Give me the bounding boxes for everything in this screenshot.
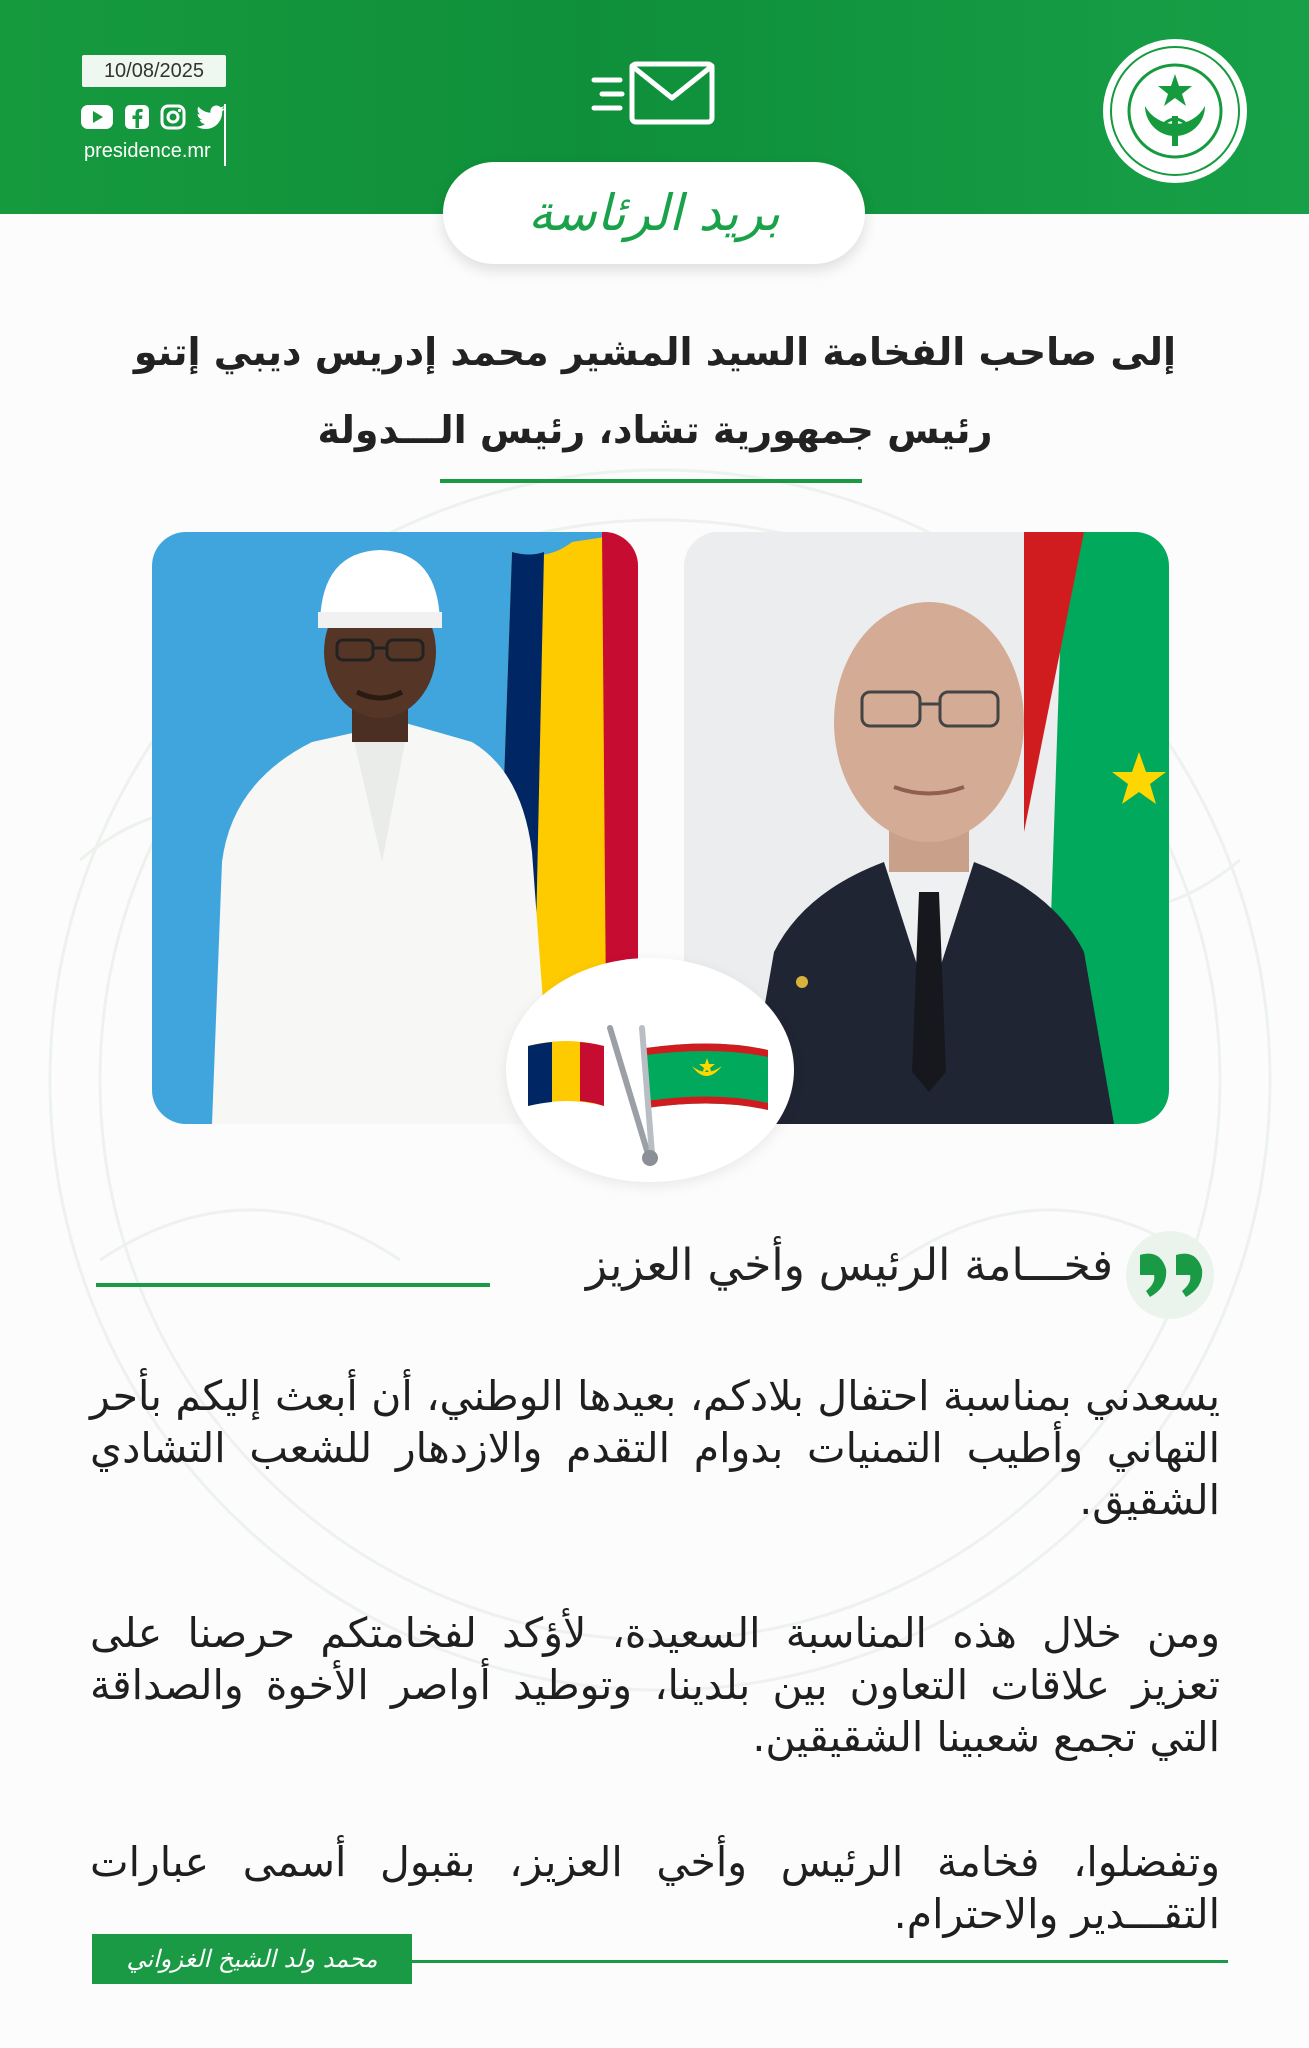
- instagram-icon[interactable]: [160, 104, 186, 130]
- presidency-seal: [1100, 36, 1250, 186]
- signature-rule: [412, 1960, 1228, 1963]
- youtube-icon[interactable]: [80, 104, 114, 130]
- recipient-title: رئيس جمهورية تشاد، رئيس الـــدولة: [317, 408, 993, 452]
- mail-icon: [590, 58, 720, 128]
- letter-paragraph: وتفضلوا، فخامة الرئيس وأخي العزيز، بقبول أسمى عبارات التقـــدير والاحترام.: [90, 1838, 1220, 1938]
- mauritania-flag-icon: [646, 1043, 768, 1110]
- brand-title-pill: [443, 162, 865, 264]
- signature: محمد ولد الشيخ الغزواني: [92, 1934, 412, 1984]
- salutation-rule: [96, 1283, 490, 1287]
- brand-title: بريد الرئاسة: [527, 184, 781, 242]
- letter-paragraph: يسعدني بمناسبة احتفال بلادكم، بعيدها الوطني، أن أبعث إليكم بأحر التهاني وأطيب التمنيات بدوام التقدم والازدهار للشعب التشادي الشقيق.: [90, 1372, 1220, 1524]
- website-link[interactable]: presidence.mr: [84, 140, 211, 162]
- social-links: [80, 100, 226, 134]
- friendship-flags-badge: [506, 958, 794, 1182]
- letter-paragraph: ومن خلال هذه المناسبة السعيدة، لأؤكد لفخامتكم حرصنا على تعزيز علاقات التعاون بين بلدينا، وتوطيد أواصر الأخوة والصداقة التي تجمع شعبينا الشقيقين.: [90, 1609, 1220, 1761]
- twitter-icon[interactable]: [196, 104, 226, 130]
- salutation: فخـــامة الرئيس وأخي العزيز: [585, 1240, 1113, 1291]
- quote-icon: [1120, 1225, 1230, 1325]
- title-underline: [440, 479, 862, 483]
- header-banner: [0, 0, 1309, 242]
- social-divider: [224, 104, 226, 166]
- recipient-name: إلى صاحب الفخامة السيد المشير محمد إدريس ديبي إتنو: [133, 330, 1177, 374]
- facebook-icon[interactable]: [124, 104, 150, 130]
- chad-flag-icon: [528, 1041, 604, 1106]
- date-badge: 10/08/2025: [82, 55, 226, 87]
